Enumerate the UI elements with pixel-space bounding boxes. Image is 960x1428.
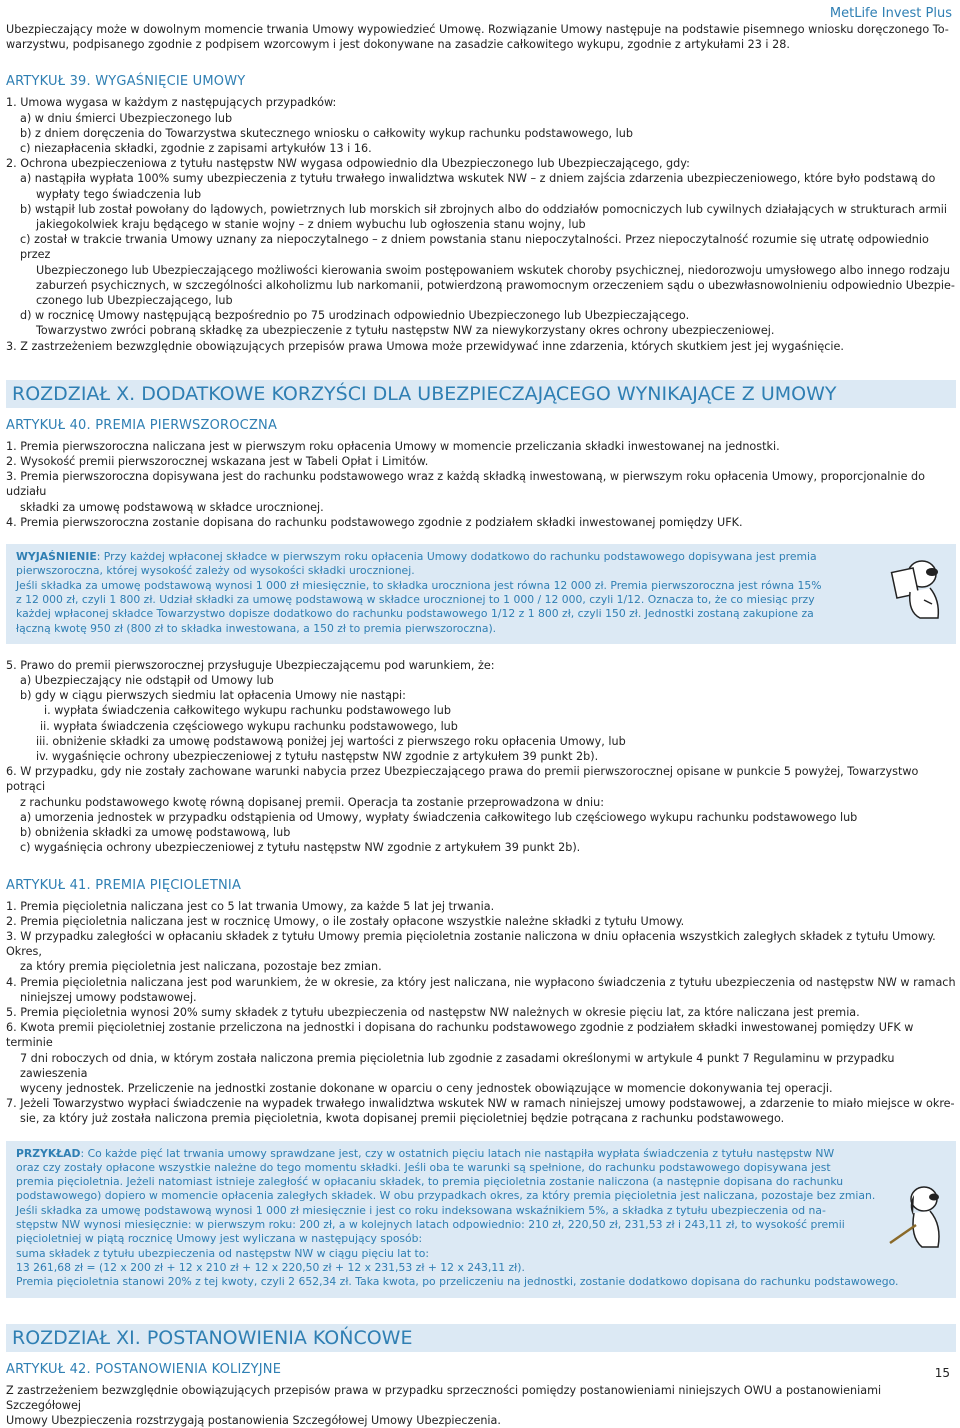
text-line: 3. Premia pierwszoroczna dopisywana jest do rachunku podstawowego wraz z każdą składką inwestowaną, w pierwszym roku opłacenia Umowy, proporcjonalnie do udziału [6, 470, 925, 499]
text-line: d) w rocznicę Umowy następującą bezpośrednio po 75 urodzinach odpowiednio Ubezpieczonego lub Ubezpieczającego. [20, 309, 690, 323]
article-40-body-continued [6, 658, 956, 856]
text-line: jakiegokolwiek kraju będącego w stanie wojny – z dniem wybuchu lub ogłoszenia stanu wojny, lub [36, 218, 586, 232]
page-body [6, 22, 956, 1428]
text-line: 5. Premia pięcioletnia wynosi 20% sumy składek z tytułu ubezpieczenia od następstw NW należnych w okresie pięciu lat, za które naliczana jest premia. [6, 1005, 860, 1019]
text-line: 2. Ochrona ubezpieczeniowa z tytułu następstw NW wygasa odpowiednio dla Ubezpieczonego lub Ubezpieczającego, gdy: [6, 157, 690, 171]
text-line: Z zastrzeżeniem bezwzględnie obowiązujących przepisów prawa w przypadku sprzeczności pomiędzy postanowieniami niniejszych OWU a postanowieniami Szczegółowej [6, 1383, 882, 1412]
text-line: 5. Prawo do premii pierwszorocznej przysługuje Ubezpieczającemu pod warunkiem, że: [6, 658, 495, 672]
text-line: c) został w trakcie trwania Umowy uznany za niepoczytalnego – z dniem powstania stanu niepoczytalności. Przez niepoczytalność rozumie się utratę odpowiednio przez [20, 233, 929, 262]
text-line: Umowy Ubezpieczenia rozstrzygają postanowienia Szczegółowej Umowy Ubezpieczenia. [6, 1413, 501, 1427]
intro-paragraph [6, 22, 956, 52]
explanation-box [6, 544, 956, 644]
article-39-body [6, 95, 956, 353]
text-line: a) Ubezpieczający nie odstąpił od Umowy lub [20, 674, 274, 688]
brand-name: MetLife Invest Plus [829, 6, 952, 21]
box-line: każdej wpłaconej składce Towarzystwo dopisze dodatkowo do rachunku podstawowego 1/12 z 1 800 zł, czyli 150 zł. Jednostki zostaną zakupione za [16, 607, 814, 621]
explanation-label: WYJAŚNIENIE [16, 550, 97, 564]
box-line: 13 261,68 zł = (12 x 200 zł + 12 x 210 zł + 12 x 220,50 zł + 12 x 231,53 zł + 12 x 243,11 zł). [16, 1260, 525, 1274]
article-41-title: ARTYKUŁ 41. PREMIA PIĘCIOLETNIA [6, 877, 242, 893]
box-line: z 12 000 zł, czyli 1 800 zł. Udział składki za umowę podstawową w składce urocznionej to 1 000 / 12 000, czyli 1/12. Oznacza to, że co miesiąc przy [16, 592, 815, 606]
text-line: 3. W przypadku zaległości w opłacaniu składek z tytułu Umowy premia pięcioletnia zostanie naliczona w dniu opłacenia wszystkich zaległych składek z tytułu Umowy. Okres, [6, 929, 936, 959]
text-line: 2. Wysokość premii pierwszorocznej wskazana jest w Tabeli Opłat i Limitów. [6, 455, 429, 469]
box-line: suma składek z tytułu ubezpieczenia od następstw NW w ciągu pięciu lat to: [16, 1246, 429, 1260]
article-41-body [6, 899, 956, 1127]
text-line: ii. wypłata świadczenia częściowego wykupu rachunku podstawowego, lub [40, 719, 458, 733]
text-line: b) z dniem doręczenia do Towarzystwa skutecznego wniosku o całkowity wykup rachunku podstawowego, lub [20, 126, 633, 140]
text-line: czonego lub Ubezpieczającego, lub [36, 294, 233, 308]
text-line: 7. Jeżeli Towarzystwo wypłaci świadczenie na wypadek trwałego inwalidztwa wskutek NW w ramach niniejszej umowy podstawowej, a zdarzenie to miało miejsce w okre- [6, 1097, 955, 1111]
article-40-body [6, 439, 956, 530]
text-line: 7 dni roboczych od dnia, w którym została naliczona premia pięcioletnia lub zgodnie z zasadami określonymi w artykule 4 punkt 7 Regulaminu w przypadku zawieszenia [20, 1051, 895, 1080]
text-line: a) w dniu śmierci Ubezpieczonego lub [20, 111, 233, 125]
text-line: zaburzeń psychicznych, w szczególności alkoholizmu lub narkomanii, potwierdzoną prawomocnym orzeczeniem sądu o ubezwłasnowolnieniu odpowiednio Ubezpie- [36, 278, 955, 292]
article-42-body [6, 1383, 956, 1428]
text-line: b) wstąpił lub został powołany do lądowych, powietrznych lub morskich sił zbrojnych albo do oddziałów pomocniczych lub cywilnych działających w strukturach armii [20, 202, 947, 216]
text-line: 2. Premia pięcioletnia naliczana jest w rocznicę Umowy, o ile zostały opłacone wszystkie należne składki z tytułu Umowy. [6, 914, 685, 928]
box-line: oraz czy zostały opłacone wszystkie należne do tego momentu składki. Jeśli oba te warunki są spełnione, do rachunku podstawowego dopisywana jest [16, 1160, 831, 1174]
snoopy-pointer-illustration [880, 1181, 950, 1251]
text-line: iii. obniżenie składki za umowę podstawową poniżej jej wartości z pierwszego roku opłacenia Umowy, lub [36, 734, 626, 748]
chapter-11-title: ROZDZIAŁ XI. POSTANOWIENIA KOŃCOWE [12, 1326, 413, 1349]
box-line: premia pięcioletnia. Jeżeli natomiast istnieje zaległość w opłacaniu składek, to premia pięcioletnia zostanie naliczona (a następnie dopisana do rachunku [16, 1175, 844, 1189]
text-line: 6. Kwota premii pięcioletniej zostanie przeliczona na jednostki i dopisana do rachunku podstawowego zgodnie z podziałem składki inwestowanej pomiędzy UFK w terminie [6, 1021, 914, 1050]
box-line: : Co każde pięć lat trwania umowy sprawdzane jest, czy w ostatnich pięciu latach nie nastąpiła wypłata świadczenia z tytułu następstw NW [80, 1146, 835, 1160]
chapter-10-banner [6, 380, 956, 408]
text-line: 1. Premia pięcioletnia naliczana jest co 5 lat trwania Umowy, za każde 5 lat jej trwania. [6, 899, 495, 913]
box-line: podstawowego) dopiero w momencie opłacenia zaległych składek. W obu przypadkach okres, za który premia pięcioletnia jest naliczana, pozostaje bez zmian. [16, 1189, 876, 1203]
text-line: składki za umowę podstawową w składce urocznionej. [20, 500, 324, 514]
chapter-11-banner [6, 1324, 956, 1352]
article-42-title: ARTYKUŁ 42. POSTANOWIENIA KOLIZYJNE [6, 1361, 282, 1377]
text-line: wyceny jednostek. Przeliczenie na jednostki zostanie dokonane w oparciu o ceny jednostek obowiązujące w momencie dokonywania tej operacji. [20, 1081, 833, 1095]
page-number: 15 [934, 1366, 950, 1380]
text-line: b) gdy w ciągu pierwszych siedmiu lat opłacenia Umowy nie nastąpi: [20, 689, 406, 703]
text-line: a) umorzenia jednostek w przypadku odstąpienia od Umowy, wypłaty świadczenia całkowitego lub częściowego wykupu rachunku podstawowego lub [20, 810, 858, 824]
text-line: 6. W przypadku, gdy nie zostały zachowane warunki nabycia przez Ubezpieczającego prawa do premii pierwszorocznej opisane w punkcie 5 powyżej, Towarzystwo potrąci [6, 765, 919, 794]
box-line: stępstw NW wynosi miesięcznie: w pierwszym roku: 200 zł, a w kolejnych latach odpowiednio: 210 zł, 220,50 zł, 231,53 zł i 243,11 zł, to wysokość premii [16, 1218, 845, 1232]
text-line: 1. Premia pierwszoroczna naliczana jest w pierwszym roku opłacenia Umowy w momencie przeliczania składki inwestowanej na jednostki. [6, 439, 780, 453]
snoopy-reading-illustration [880, 552, 950, 622]
text-line: c) niezapłacenia składki, zgodnie z zapisami artykułów 13 i 16. [20, 142, 372, 156]
text-line: 3. Z zastrzeżeniem bezwzględnie obowiązujących przepisów prawa Umowa może przewidywać inne zdarzenia, których skutkiem jest jej wygaśnięcie. [6, 339, 844, 353]
text-line: Towarzystwo zwróci pobraną składkę za ubezpieczenie z tytułu następstw NW za niewykorzystany okres ochrony ubezpieczeniowej. [36, 324, 775, 338]
article-39-title: ARTYKUŁ 39. WYGAŚNIĘCIE UMOWY [6, 74, 246, 90]
box-line: Jeśli składka za umowę podstawową wynosi 1 000 zł miesięcznie i jest co roku indeksowana wskaźnikiem 5%, a składka z tytułu ubezpieczenia od na- [16, 1203, 826, 1217]
example-box [6, 1141, 956, 1298]
text-line: za który premia pięcioletnia jest naliczana, pozostaje bez zmian. [20, 960, 382, 974]
box-line: pierwszoroczna, której wysokość zależy od wysokości składki urocznionej. [16, 564, 415, 578]
text-line: z rachunku podstawowego kwotę równą dopisanej premii. Operacja ta zostanie przeprowadzona w dniu: [20, 795, 605, 809]
text-line: Ubezpieczonego lub Ubezpieczającego możliwości kierowania swoim postępowaniem wskutek choroby psychicznej, niedorozwoju umysłowego albo innego rodzaju [36, 263, 950, 277]
example-label: PRZYKŁAD [16, 1146, 81, 1160]
text-line: sie, za który już została naliczona premia pięcioletnia, kwota dopisanej premii pięcioletniej będzie potrącana z rachunku podstawowego. [20, 1112, 785, 1126]
text-line: i. wypłata świadczenia całkowitego wykupu rachunku podstawowego lub [44, 704, 451, 718]
text-line: 4. Premia pierwszoroczna zostanie dopisana do rachunku podstawowego zgodnie z podziałem składki inwestowanej pomiędzy UFK. [6, 515, 743, 529]
box-line: Jeśli składka za umowę podstawową wynosi 1 000 zł miesięcznie, to składka uroczniona jest równa 12 000 zł. Premia pierwszoroczna jest równa 15% [16, 578, 822, 592]
box-line: : Przy każdej wpłaconej składce w pierwszym roku opłacenia Umowy dodatkowo do rachunku podstawowego dopisywana jest premia [96, 550, 817, 564]
text-line: b) obniżenia składki za umowę podstawową, lub [20, 826, 291, 840]
text-line: iv. wygaśnięcie ochrony ubezpieczeniowej z tytułu następstw NW zgodnie z artykułem 39 punkt 2b). [36, 750, 599, 764]
intro-line: Ubezpieczający może w dowolnym momencie trwania Umowy wypowiedzieć Umowę. Rozwiązanie Umowy następuje na podstawie pisemnego wniosku doręczonego To- [6, 23, 949, 36]
chapter-10-title: ROZDZIAŁ X. DODATKOWE KORZYŚCI DLA UBEZPIECZAJĄCEGO WYNIKAJĄCE Z UMOWY [12, 382, 837, 405]
article-40-title: ARTYKUŁ 40. PREMIA PIERWSZOROCZNA [6, 417, 278, 433]
box-line: Premia pięcioletnia stanowi 20% z tej kwoty, czyli 2 652,34 zł. Taka kwota, po przeliczeniu na jednostki, zostanie dodatkowo dopisana do rachunku podstawowego. [16, 1275, 899, 1289]
text-line: c) wygaśnięcia ochrony ubezpieczeniowej z tytułu następstw NW zgodnie z artykułem 39 punkt 2b). [20, 841, 581, 855]
text-line: wypłaty tego świadczenia lub [36, 187, 202, 201]
box-line: łączną kwotę 950 zł (800 zł to składka inwestowana, a 150 zł to premia pierwszoroczna). [16, 621, 497, 635]
box-line: pięcioletniej w piątą rocznicę Umowy jest wyliczana w następujący sposób: [16, 1232, 423, 1246]
text-line: a) nastąpiła wypłata 100% sumy ubezpieczenia z tytułu trwałego inwalidztwa wskutek NW – z dniem zajścia zdarzenia ubezpieczeniowego, które było podstawą do [20, 172, 936, 186]
text-line: niniejszej umowy podstawowej. [20, 990, 197, 1004]
intro-line: warzystwu, podpisanego zgodnie z podpisem wzorcowym i jest dokonywane na zasadzie całkowitego wykupu, zgodnie z artykułami 23 i 28. [6, 38, 790, 52]
text-line: 4. Premia pięcioletnia naliczana jest pod warunkiem, że w okresie, za który jest naliczana, nie wypłacono świadczenia z tytułu ubezpieczenia od następstw NW w ramach [6, 975, 956, 989]
text-line: 1. Umowa wygasa w każdym z następujących przypadków: [6, 96, 337, 110]
